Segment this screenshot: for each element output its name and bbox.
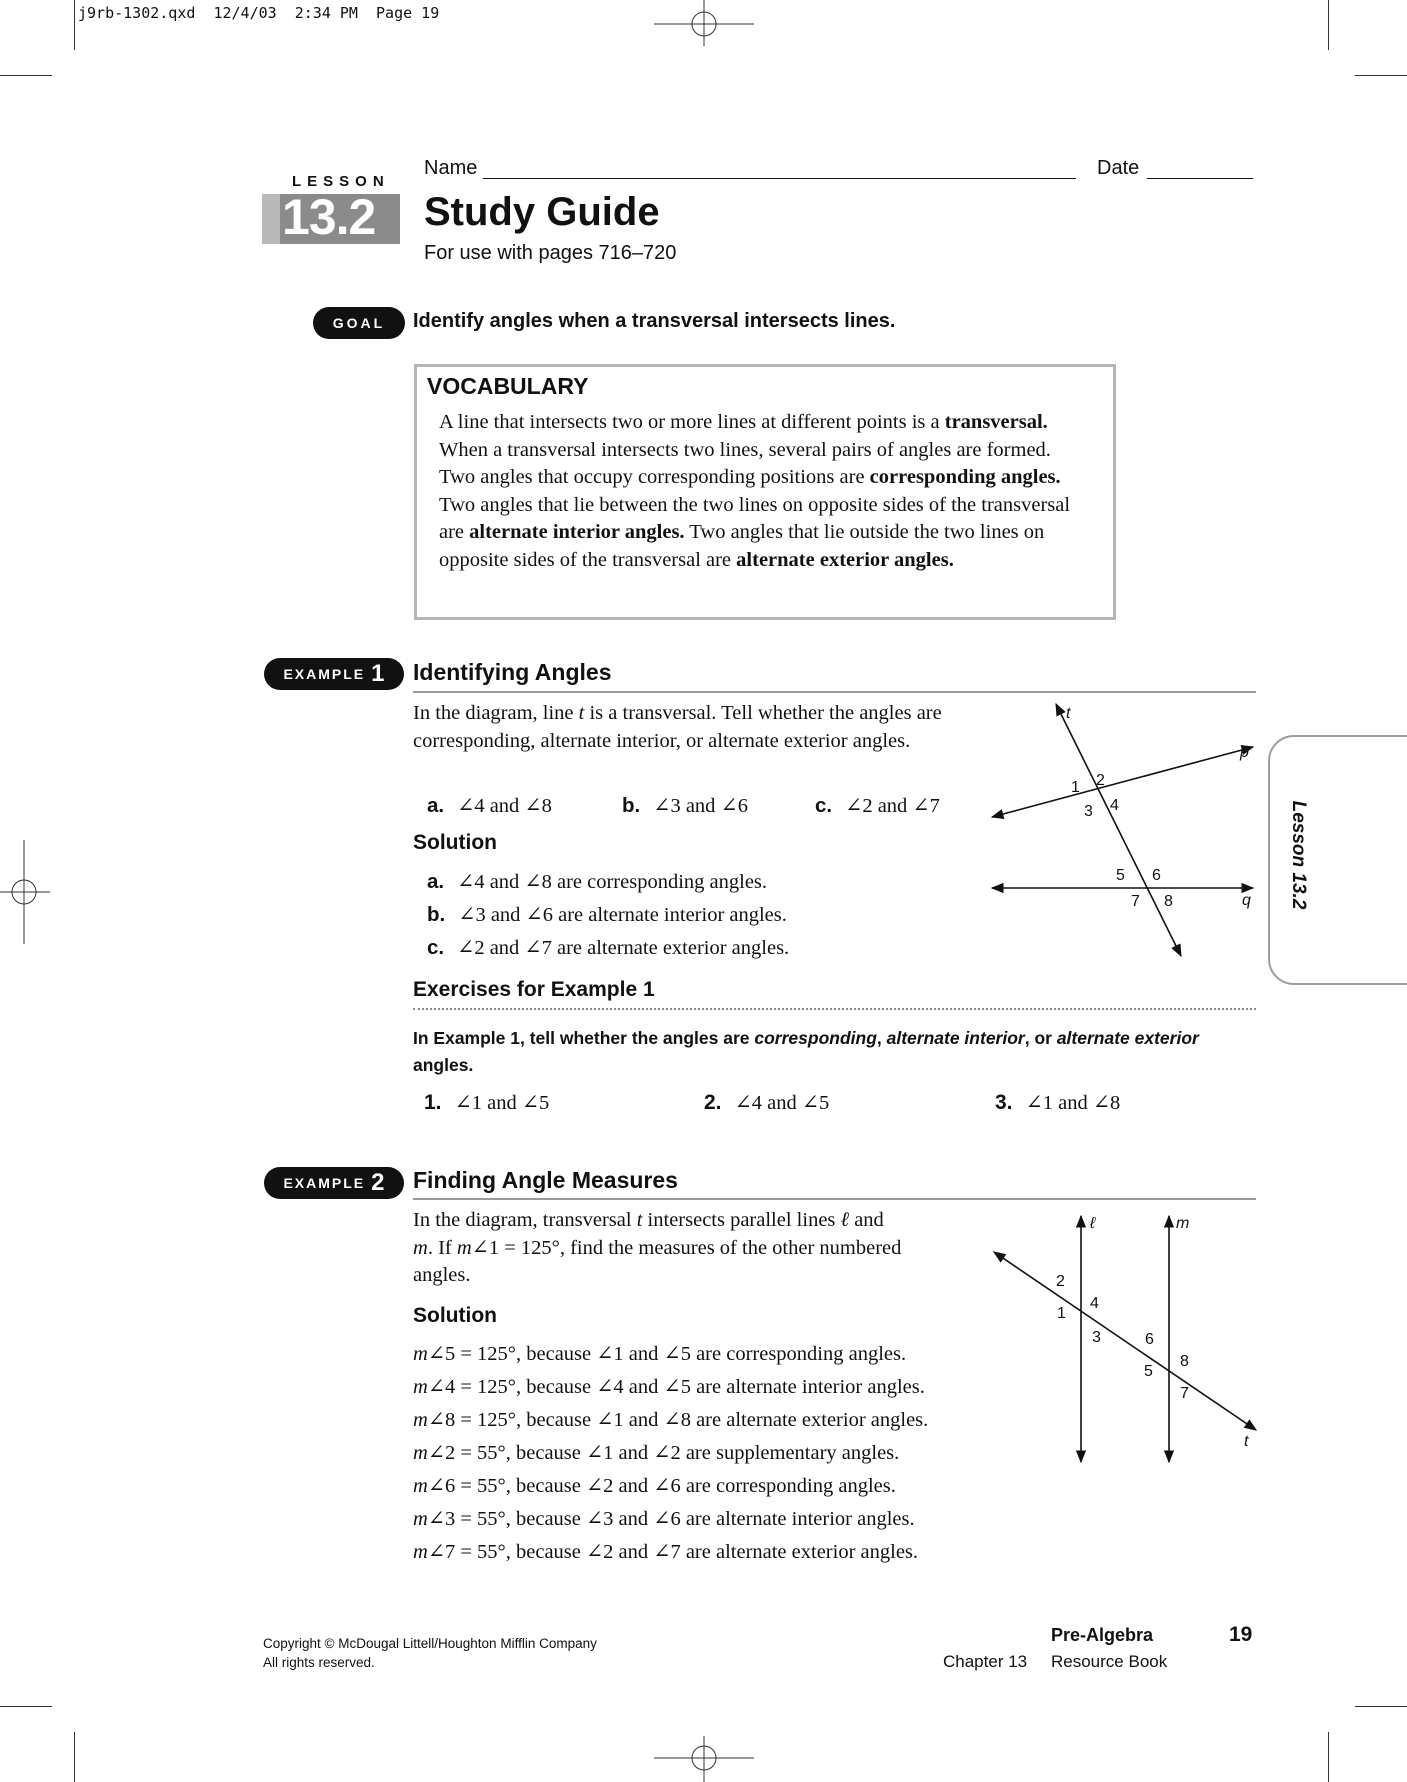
intro-variable: t [636,1209,643,1231]
solution-text: ∠3 = 55°, because ∠3 and ∠6 are alternate interior angles. [427,1508,915,1530]
crop-mark [0,1706,52,1707]
example1-part-a [427,789,552,823]
exercises-instructions [413,1025,1253,1079]
file-slug: j9rb-1302.qxd 12/4/03 2:34 PM Page 19 [78,4,440,22]
vocabulary-heading: VOCABULARY [427,373,589,399]
label-q: q [1242,892,1251,909]
angle-2: 2 [1056,1273,1065,1290]
resource-label: Resource Book [1051,1652,1168,1671]
angle-7: 7 [1131,893,1140,910]
intro-text: ∠1 = 125°, find the measures of the other numbered angles. [413,1236,902,1286]
intro-text: In the diagram, line [413,702,579,724]
example1-solution-a [427,865,767,899]
vocab-sentence: Two angles that lie between the two lines on opposite sides of the transversal are [439,493,1071,543]
example2-solution-line [413,1503,915,1536]
example1-badge [264,658,404,690]
solution-text: ∠4 and ∠8 are corresponding angles. [457,871,768,893]
part-label: c. [815,794,833,817]
measure-prefix: m [413,1376,428,1398]
instr-text: , or [1024,1028,1057,1048]
part-label: b. [622,794,641,817]
exercise-number: 1. [424,1091,442,1114]
instr-text: In Example 1, tell whether the angles are [413,1028,755,1048]
date-field[interactable] [1147,178,1253,179]
example2-solution-line [413,1470,896,1503]
rights-line: All rights reserved. [263,1655,375,1670]
vocab-term: alternate interior angles. [469,521,685,543]
angle-3: 3 [1084,803,1093,820]
label-t: t [1244,1433,1249,1450]
measure-prefix: m [413,1409,428,1431]
registration-mark-bottom [652,1732,756,1782]
solution-text: ∠6 = 55°, because ∠2 and ∠6 are corresponding angles. [427,1475,896,1497]
instr-term: alternate interior [886,1028,1025,1048]
vocab-term: transversal. [944,411,1048,433]
lesson-word: LESSON [292,173,390,190]
copyright-line: Copyright © McDougal Littell/Houghton Mifflin Company [263,1636,597,1651]
intro-text: . If [427,1236,457,1259]
instr-term: corresponding [754,1028,877,1048]
registration-mark-left [0,840,52,944]
part-text: ∠4 and ∠8 [457,795,552,817]
measure-prefix: m [413,1508,428,1530]
exercise-item-2 [704,1086,829,1120]
solution-label: a. [427,870,445,893]
lesson-number: 13.2 [282,189,376,245]
solution-text: ∠2 = 55°, because ∠1 and ∠2 are supplementary angles. [427,1442,900,1464]
exercise-number: 3. [995,1091,1013,1114]
example2-solution-line [413,1536,918,1569]
solution-label: c. [427,936,445,959]
angle-3: 3 [1092,1329,1101,1346]
example2-diagram [980,1204,1270,1474]
vocab-sentence: When a transversal intersects two lines, several pairs of angles are formed. Two angles that occupy corresponding positions are [439,438,1051,488]
measure-prefix: m [413,1442,428,1464]
page-subtitle: For use with pages 716–720 [424,242,677,264]
page-number: 19 [1229,1623,1253,1646]
part-text: ∠3 and ∠6 [653,795,748,817]
example2-solution-line [413,1371,925,1404]
angle-8: 8 [1164,893,1173,910]
goal-text: Identify angles when a transversal intersects lines. [413,310,896,332]
book-title: Pre-Algebra [1051,1625,1154,1645]
solution-text: ∠3 and ∠6 are alternate interior angles. [458,904,787,926]
exercise-text: ∠1 and ∠8 [1025,1092,1121,1114]
solution-text: ∠2 and ∠7 are alternate exterior angles. [457,937,790,959]
instr-term: alternate exterior [1056,1028,1199,1048]
exercises-dotted-rule [413,1008,1256,1010]
angle-8: 8 [1180,1353,1189,1370]
solution-text: ∠7 = 55°, because ∠2 and ∠7 are alternate exterior angles. [427,1541,919,1563]
angle-6: 6 [1152,867,1161,884]
intro-text: is a transversal. Tell whether the angles are corresponding, alternate interior, or alternate exterior angles. [413,702,942,752]
vocabulary-text [439,409,1089,574]
name-field[interactable] [483,178,1076,179]
solution-text: ∠8 = 125°, because ∠1 and ∠8 are alternate exterior angles. [427,1409,929,1431]
name-label: Name [424,157,478,179]
crop-mark [0,75,52,76]
angle-2: 2 [1096,772,1105,789]
exercise-number: 2. [704,1091,722,1114]
example2-solution-heading: Solution [413,1304,497,1327]
example-word: EXAMPLE [283,1175,366,1191]
example2-solution-line [413,1404,928,1437]
exercise-text: ∠4 and ∠5 [734,1092,830,1114]
example1-intro [413,700,958,755]
example-word: EXAMPLE [283,666,366,682]
solution-label: b. [427,903,446,926]
exercise-item-3 [995,1086,1120,1120]
intro-variable: m [413,1236,428,1259]
part-text: ∠2 and ∠7 [845,795,940,817]
vocab-sentence: A line that intersects two or more lines at different points is a [439,411,945,433]
line-t [994,1252,1256,1430]
instr-text: , [876,1028,887,1048]
intro-text: and [849,1209,884,1231]
angle-5: 5 [1144,1363,1153,1380]
exercise-item-1 [424,1086,549,1120]
measure-prefix: m [413,1475,428,1497]
angle-1: 1 [1057,1305,1066,1322]
example1-rule [413,691,1256,693]
example-number: 2 [371,1169,385,1196]
example1-diagram [980,698,1270,968]
intro-text: intersects parallel lines [642,1209,841,1231]
example1-title: Identifying Angles [413,659,612,685]
measure-prefix: m [413,1343,428,1365]
example1-solution-b [427,898,787,932]
example2-badge [264,1167,404,1199]
crop-mark [1328,1732,1329,1782]
angle-1: 1 [1071,779,1080,796]
crop-mark [74,1732,75,1782]
lesson-number-box [262,189,400,245]
instr-text: angles. [413,1055,474,1075]
angle-4: 4 [1110,797,1119,814]
vocab-term: corresponding angles. [869,466,1061,488]
example-number: 1 [371,660,385,687]
label-p: p [1240,744,1249,761]
vocabulary-box [414,364,1116,620]
angle-5: 5 [1116,867,1125,884]
part-label: a. [427,794,445,817]
example1-part-b [622,789,748,823]
example2-solution-line [413,1437,899,1470]
example2-rule [413,1198,1256,1200]
crop-mark [1355,1706,1407,1707]
intro-variable: t [578,702,585,724]
intro-variable: m [456,1236,472,1259]
chapter-label: Chapter 13 [943,1652,1028,1671]
angle-7: 7 [1180,1385,1189,1402]
label-t: t [1066,705,1071,722]
angle-4: 4 [1090,1295,1099,1312]
crop-mark [74,0,75,50]
label-l: ℓ [1090,1215,1096,1232]
example1-solution-c [427,931,789,965]
intro-text: In the diagram, transversal [413,1209,637,1231]
example1-solution-heading: Solution [413,831,497,854]
measure-prefix: m [413,1541,428,1563]
line-t [1056,704,1181,956]
line-p [992,747,1253,817]
solution-text: ∠5 = 125°, because ∠1 and ∠5 are corresponding angles. [427,1343,907,1365]
intro-variable: ℓ [840,1209,850,1231]
example1-part-c [815,789,940,823]
crop-mark [1328,0,1329,50]
goal-badge: GOAL [313,307,405,339]
vocab-term: alternate exterior angles. [736,548,954,571]
exercise-text: ∠1 and ∠5 [454,1092,550,1114]
side-tab-label: Lesson 13.2 [1288,800,1309,910]
example2-solution-line [413,1338,906,1371]
solution-text: ∠4 = 125°, because ∠4 and ∠5 are alternate interior angles. [427,1376,925,1398]
page-title: Study Guide [424,190,660,234]
registration-mark-top [652,0,756,50]
example2-intro [413,1207,903,1290]
vocab-sentence: Two angles that lie outside the two lines on opposite sides of the transversal are [439,521,1045,571]
crop-mark [1355,75,1407,76]
angle-6: 6 [1145,1331,1154,1348]
label-m: m [1176,1215,1190,1232]
date-label: Date [1097,157,1140,179]
example2-title: Finding Angle Measures [413,1167,678,1193]
lesson-number-accent [262,194,280,244]
exercises-heading: Exercises for Example 1 [413,978,655,1001]
